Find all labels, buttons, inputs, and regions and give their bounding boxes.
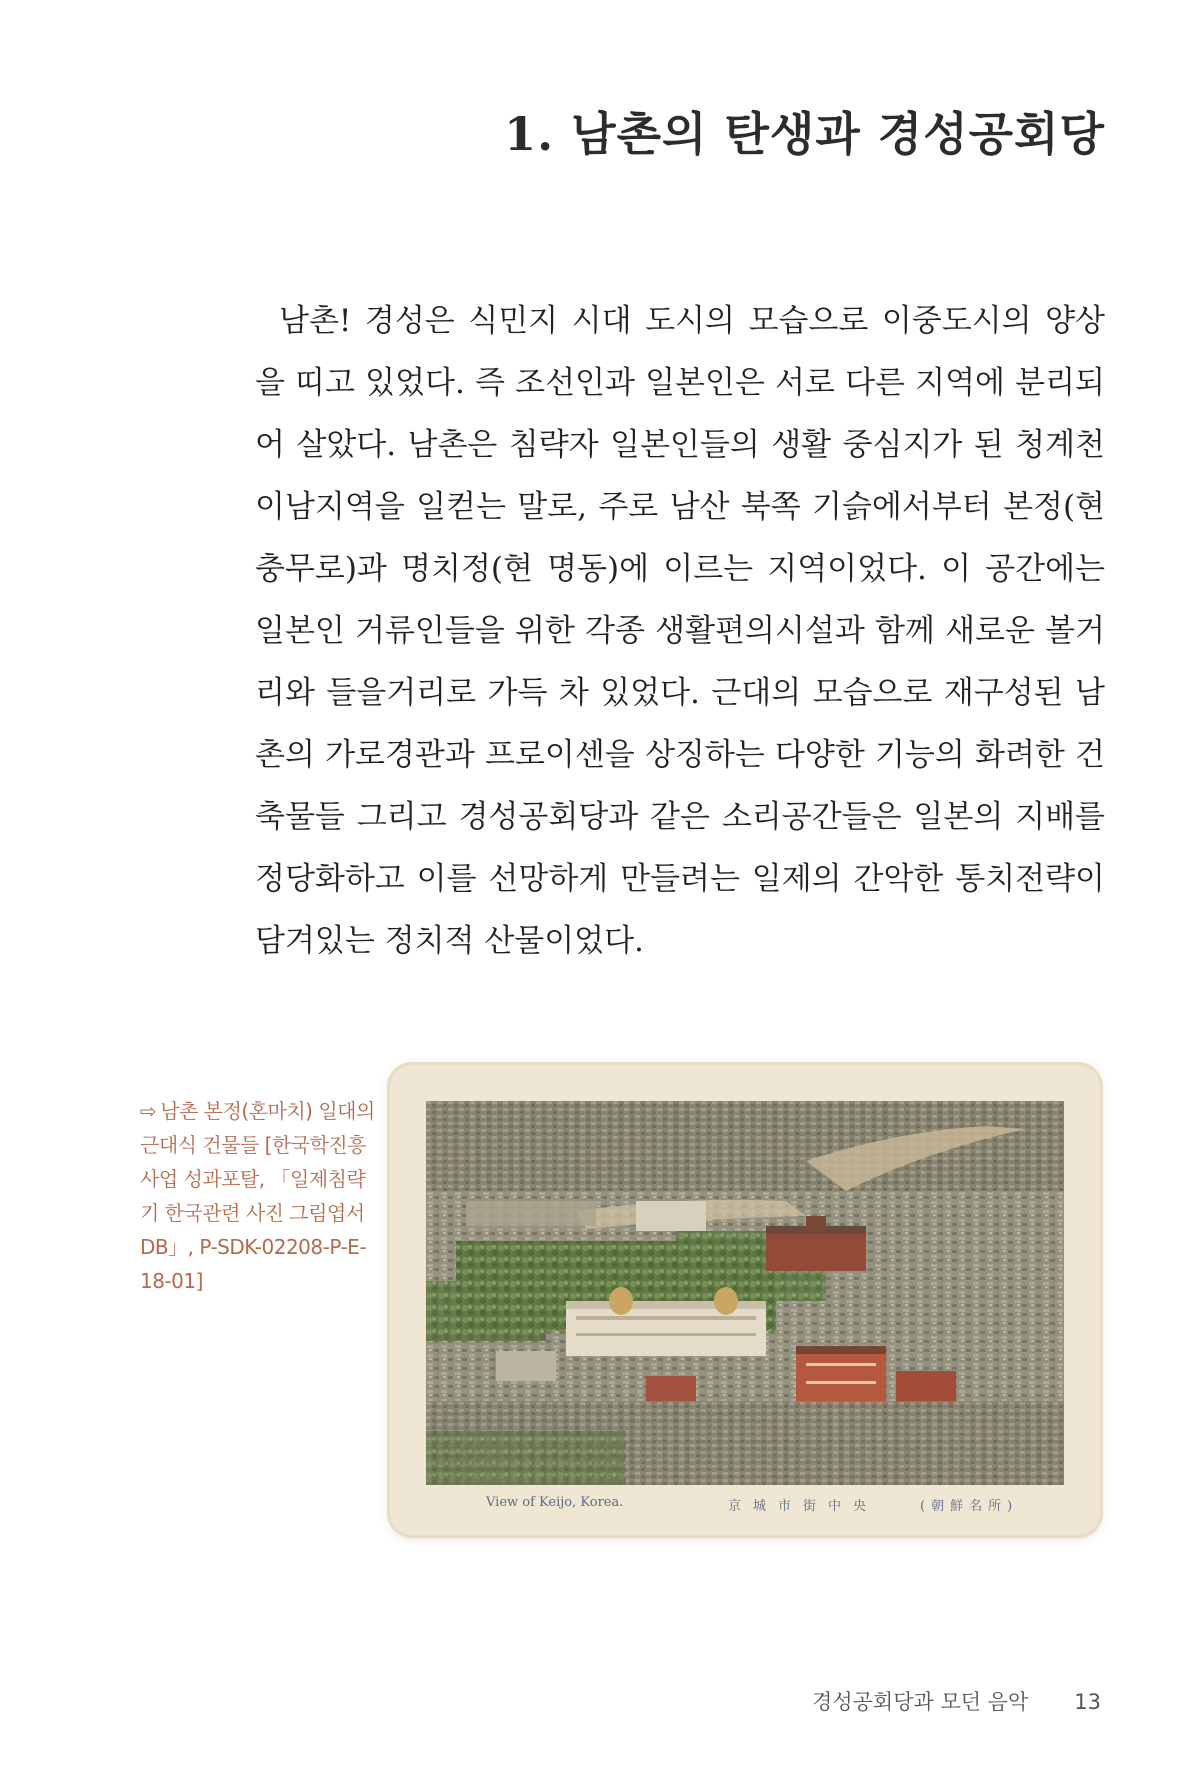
postcard-chinese-caption-2: (朝鮮名所) <box>920 1499 1019 1514</box>
section-heading: 1. 남촌의 탄생과 경성공회당 <box>504 107 1105 161</box>
arrow-right-icon: ⇨ <box>140 1099 157 1123</box>
figure-caption <box>140 1094 375 1298</box>
page-footer <box>812 1686 1101 1716</box>
city-view-photo <box>426 1101 1064 1485</box>
body-paragraph: 남촌! 경성은 식민지 시대 도시의 모습으로 이중도시의 양상을 띠고 있었다. 즉 조선인과 일본인은 서로 다른 지역에 분리되어 살았다. 남촌은 침략자 일본인들의 생활 중심지가 된 청계천 이남지역을 일컫는 말로, 주로 남산 북쪽 기슭에서부터 본정(현 충무로)과 명치정(현 명동)에 이르는 지역이었다. 이 공간에는 일본인 거류인들을 위한 각종 생활편의시설과 함께 새로운 볼거리와 들을거리로 가득 차 있었다. 근대의 모습으로 재구성된 남촌의 가로경관과 프로이센을 상징하는 다양한 기능의 화려한 건축물들 그리고 경성공회당과 같은 소리공간들은 일본의 지배를 정당화하고 이를 선망하게 만들려는 일제의 간악한 통치전략이 담겨있는 정치적 산물이었다. <box>255 303 1105 959</box>
postcard-chinese-caption: 京城市街中央 <box>728 1499 879 1514</box>
postcard-english-caption: View of Keijo, Korea. <box>486 1495 624 1510</box>
book-title: 경성공회당과 모던 음악 <box>812 1690 1029 1714</box>
page-number: 13 <box>1074 1690 1101 1714</box>
postcard-image <box>390 1065 1100 1535</box>
figure-caption-text: 남촌 본정(혼마치) 일대의 근대식 건물들 [한국학진흥사업 성과포탈, 「일제침략기 한국관련 사진 그림엽서 DB」, P-SDK-02208-P-E-18-01] <box>140 1099 375 1293</box>
